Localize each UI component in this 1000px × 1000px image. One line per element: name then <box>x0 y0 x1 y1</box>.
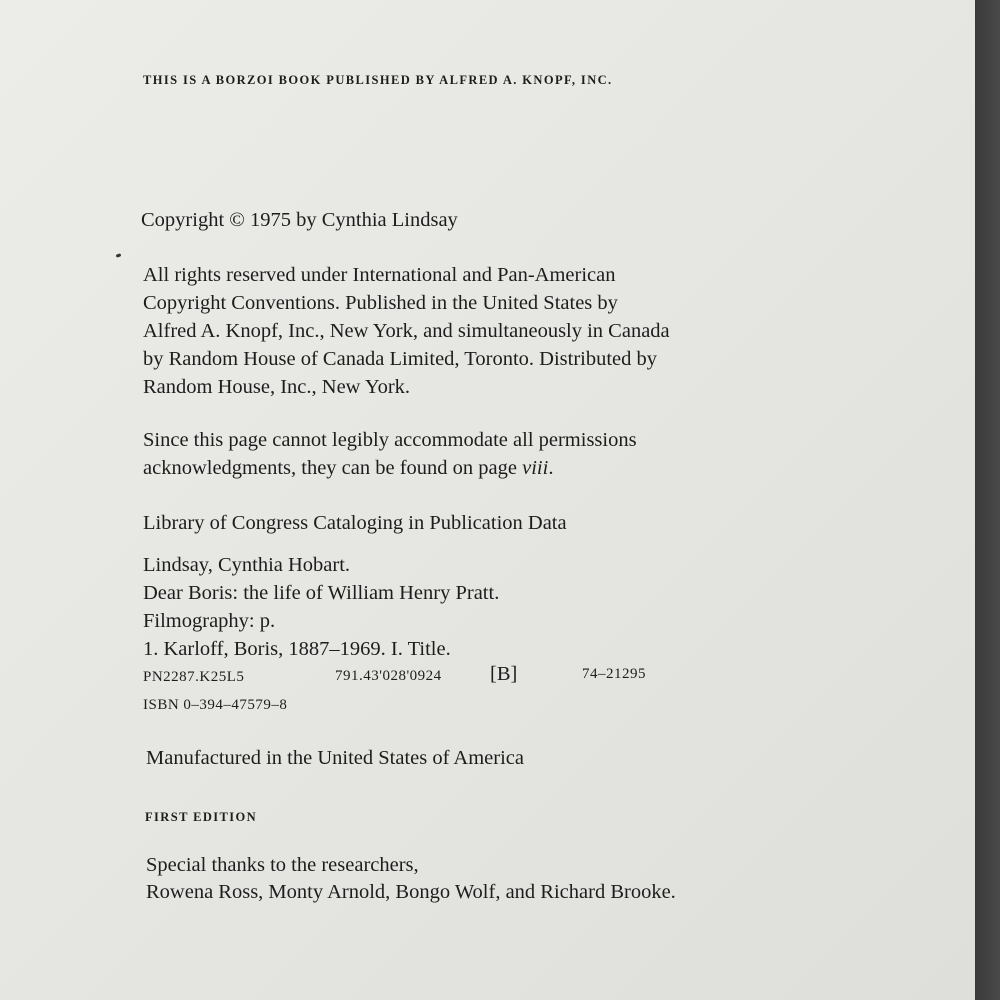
copyright-notice: Copyright © 1975 by Cynthia Lindsay <box>141 209 458 231</box>
thanks-names: Rowena Ross, Monty Arnold, Bongo Wolf, and Richard Brooke. <box>146 881 676 903</box>
rights-line: by Random House of Canada Limited, Toronto. Distributed by <box>143 348 658 370</box>
cataloging-title: Dear Boris: the life of William Henry Pratt. <box>143 582 500 604</box>
call-number: PN2287.K25L5 <box>143 669 245 685</box>
lccn: 74–21295 <box>582 666 646 682</box>
ink-speck <box>116 253 122 258</box>
dewey-number: 791.43'028'0924 <box>335 668 442 684</box>
cataloging-heading: Library of Congress Cataloging in Publication Data <box>143 512 567 534</box>
edition-line: FIRST EDITION <box>145 810 258 824</box>
thanks-line: Special thanks to the researchers, <box>146 854 419 876</box>
permissions-text: acknowledgments, they can be found on page <box>143 457 523 479</box>
book-edge <box>975 0 1000 1000</box>
cataloging-subjects: 1. Karloff, Boris, 1887–1969. I. Title. <box>143 638 451 660</box>
permissions-period: . <box>548 457 554 479</box>
cataloging-filmography: Filmography: p. <box>143 610 276 632</box>
isbn: ISBN 0–394–47579–8 <box>143 697 288 713</box>
publisher-line: THIS IS A BORZOI BOOK PUBLISHED BY ALFRED A. KNOPF, INC. <box>143 73 613 87</box>
permissions-line-2 <box>143 454 637 482</box>
rights-paragraph <box>143 261 670 401</box>
manufactured-line: Manufactured in the United States of America <box>146 747 524 769</box>
cataloging-author: Lindsay, Cynthia Hobart. <box>143 554 351 576</box>
rights-line: Alfred A. Knopf, Inc., New York, and simultaneously in Canada <box>143 320 670 342</box>
rights-line: All rights reserved under International and Pan-American <box>143 264 616 286</box>
rights-line: Random House, Inc., New York. <box>143 376 411 398</box>
rights-line: Copyright Conventions. Published in the United States by <box>143 292 618 314</box>
permissions-page-ref: viii <box>522 457 549 479</box>
dewey-tag: [B] <box>490 663 518 685</box>
permissions-paragraph <box>143 426 637 482</box>
permissions-line: Since this page cannot legibly accommodate all permissions <box>143 429 637 451</box>
cataloging-block <box>143 551 499 663</box>
